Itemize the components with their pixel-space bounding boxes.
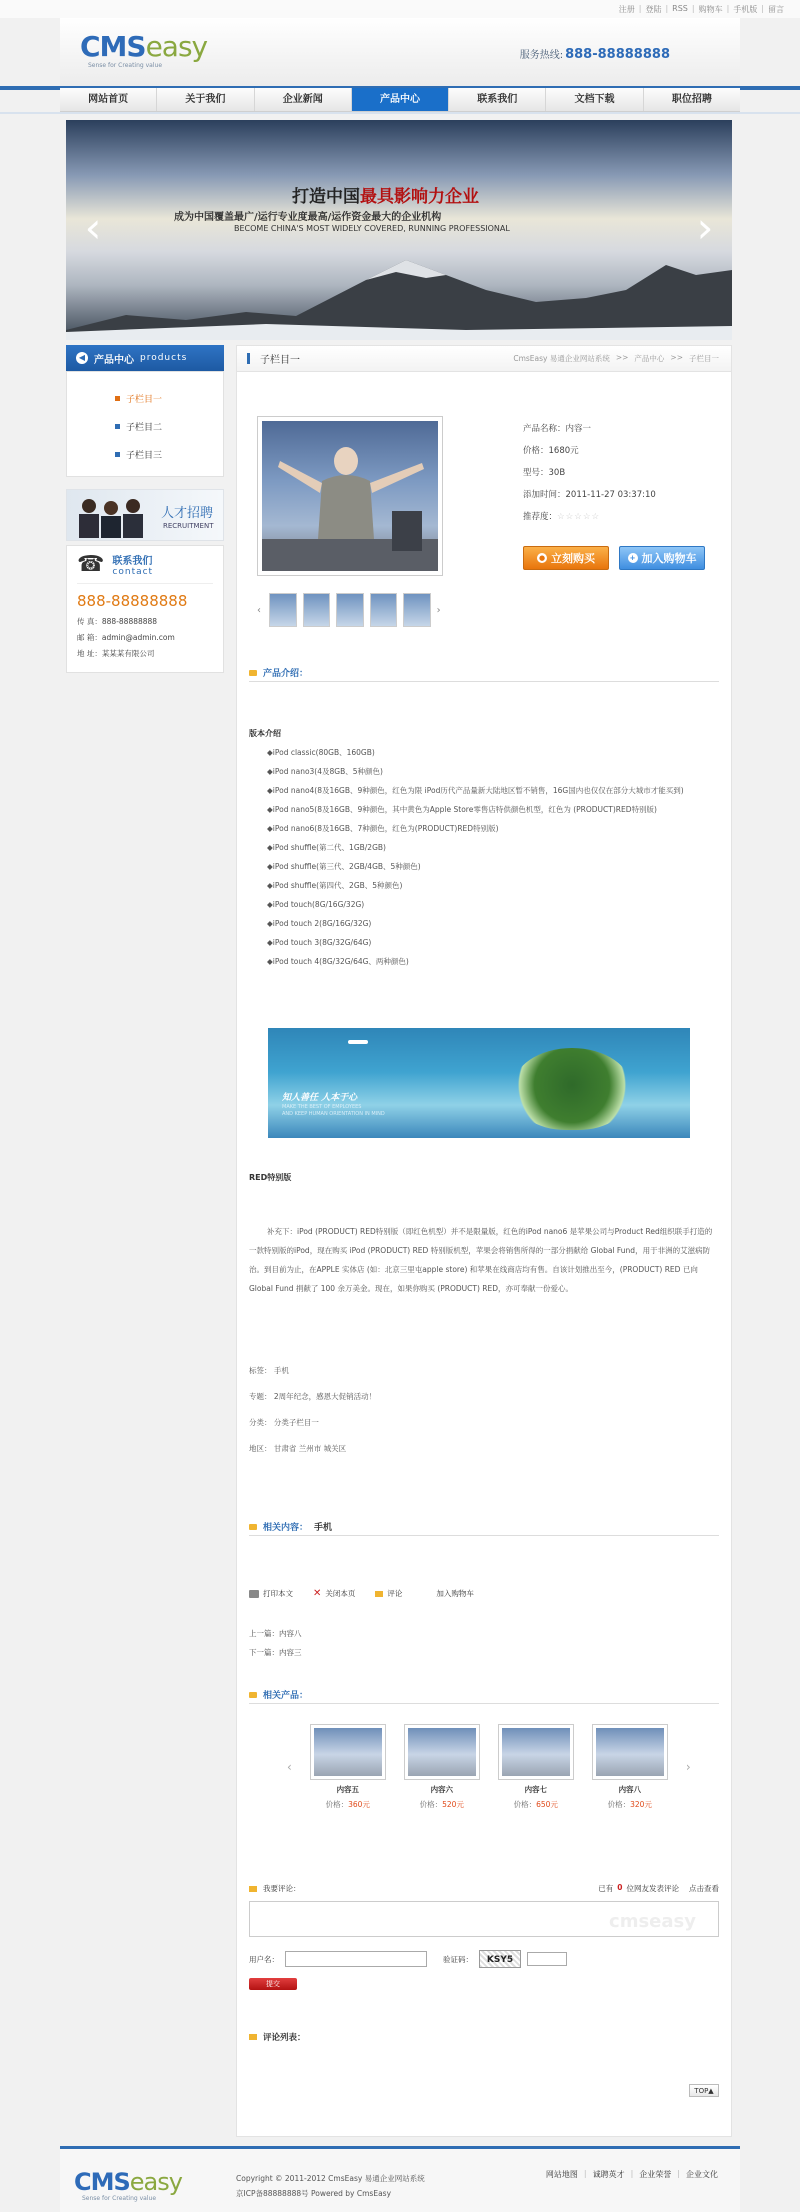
- prev-next: [249, 1624, 302, 1662]
- print-button[interactable]: 打印本文: [249, 1588, 293, 1599]
- comment-icon: [375, 1591, 383, 1597]
- contact-fax: 传 真：888-88888888: [77, 617, 158, 626]
- careers-link[interactable]: 诚聘英才: [592, 2170, 625, 2179]
- comment-form-row: 用户名： 验证码： KSY5: [249, 1950, 567, 1968]
- meta-topic[interactable]: 专题： 2周年纪念，感恩大促销活动！: [249, 1392, 377, 1401]
- site-logo[interactable]: CMSeasy Sense for Creating value: [80, 30, 208, 69]
- thumbnail[interactable]: [403, 593, 430, 627]
- thumb-next-icon[interactable]: ›: [436, 604, 441, 616]
- article-tools: [249, 1588, 474, 1599]
- nav-contact[interactable]: 联系我们: [449, 88, 546, 111]
- add-to-cart-button[interactable]: + 加入购物车: [619, 546, 705, 570]
- close-icon: ✕: [313, 1588, 322, 1599]
- meta-category[interactable]: 分类： 分类子栏目一: [249, 1418, 319, 1427]
- contact-address: 地 址：某某某有限公司: [77, 649, 155, 658]
- thumbnail[interactable]: [336, 593, 363, 627]
- related-product[interactable]: 内容七 价格：650元: [498, 1724, 574, 1810]
- meta-tag[interactable]: 标签： 手机: [249, 1366, 289, 1375]
- contact-phone: 888-88888888: [77, 592, 188, 610]
- red-edition: RED特别版: [249, 1173, 292, 1182]
- heart-island-graphic: [512, 1048, 632, 1130]
- product-main-image[interactable]: [257, 416, 443, 576]
- related-prev-icon[interactable]: ‹: [287, 1760, 292, 1774]
- sitemap-link[interactable]: 网站地图: [545, 2170, 578, 2179]
- folder-icon: [249, 1524, 257, 1530]
- banner-next-arrow-icon[interactable]: ›: [696, 203, 714, 252]
- product-actions: [523, 546, 705, 570]
- related-product[interactable]: 内容八 价格：320元: [592, 1724, 668, 1810]
- thumb-prev-icon[interactable]: ‹: [257, 604, 261, 616]
- folder-icon: [249, 670, 257, 676]
- close-page-button[interactable]: ✕ 关闭本页: [313, 1588, 356, 1599]
- comment-count: 0: [617, 1883, 623, 1892]
- folder-icon: [249, 2034, 257, 2040]
- banner-prev-arrow-icon[interactable]: ‹: [84, 203, 102, 252]
- comment-button[interactable]: 评论: [375, 1588, 402, 1599]
- contact-email: 邮 箱：admin@admin.com: [77, 633, 175, 642]
- product-added: 添加时间：2011-11-27 03:37:10: [523, 490, 656, 500]
- comment-textarea[interactable]: [249, 1901, 719, 1937]
- sidebar-item-sub2[interactable]: 子栏目二: [67, 412, 223, 440]
- bullet-icon: [115, 424, 120, 429]
- top-links: 注册 | 登陆 | RSS | 购物车 | 手机版 | 留言: [618, 4, 784, 14]
- related-product[interactable]: 内容六 价格：520元: [404, 1724, 480, 1810]
- next-article-link[interactable]: 下一篇：内容三: [249, 1648, 302, 1657]
- boat-graphic: [348, 1040, 368, 1044]
- product-model: 型号：30B: [523, 468, 566, 478]
- product-meta: [249, 1358, 719, 1462]
- culture-link[interactable]: 企业文化: [686, 2170, 718, 2179]
- footer-links: 网站地图 | 诚聘英才 | 企业荣誉 | 企业文化: [545, 2169, 718, 2179]
- copyright: Copyright © 2011-2012 CmsEasy 易通企业网站系统 京ICP备88888888号 Powered by CmsEasy: [236, 2174, 425, 2198]
- banner-title: 打造中国最具影响力企业: [292, 187, 479, 207]
- red-edition-text: 补充下：iPod (PRODUCT) RED特别版（即红色机型）并不是限量版，红色的iPod nano6 是苹果公司与Product Red组织联手打造的一款特别版的iPod，现在购买 iPod (PRODUCT) RED 特别版机型，苹果会将销售所得的一部分捐献给 Global Fund，用于非洲的艾滋病防治。到目前为止，在APPLE 实体店 (如：北京三里屯apple store) 和苹果在线商店均有售。自该计划推出至今，(PRODUCT) RED 已向 Global Fund 捐献了 100 余万美金。现在，如果你购买 (PRODUCT) RED，亦可奉献一份爱心。: [249, 1227, 713, 1293]
- thumbnail[interactable]: [370, 593, 397, 627]
- plus-icon: +: [628, 553, 638, 563]
- guestbook-link[interactable]: 留言: [768, 5, 784, 14]
- content-header: [237, 346, 731, 372]
- cart-icon: ●: [538, 554, 546, 562]
- rss-link[interactable]: RSS: [672, 4, 688, 13]
- related-content-tag[interactable]: 手机: [314, 1523, 333, 1533]
- footer-logo[interactable]: CMSeasy Sense for Creating value: [74, 2168, 182, 2202]
- captcha-input[interactable]: [527, 1952, 567, 1966]
- nav-about[interactable]: 关于我们: [157, 88, 254, 111]
- main-content: [236, 345, 732, 2137]
- bullet-icon: [115, 452, 120, 457]
- site-header: [60, 18, 740, 86]
- sidebar-item-sub1[interactable]: 子栏目一: [67, 384, 223, 412]
- product-info: [523, 418, 723, 528]
- top-utility-bar: [0, 0, 800, 18]
- back-to-top-button[interactable]: TOP▲: [689, 2084, 719, 2097]
- nav-home[interactable]: 网站首页: [60, 88, 157, 111]
- bullet-icon: [115, 396, 120, 401]
- honors-link[interactable]: 企业荣誉: [639, 2170, 672, 2179]
- sidebar-item-sub3[interactable]: 子栏目三: [67, 440, 223, 468]
- comment-header: 我要评论： 已有 0 位网友发表评论 点击查看: [249, 1883, 719, 1894]
- add-cart-link[interactable]: 加入购物车: [436, 1589, 474, 1598]
- banner-english: BECOME CHINA'S MOST WIDELY COVERED, RUNNING PROFESSIONAL: [234, 224, 510, 233]
- captcha-image[interactable]: KSY5: [479, 1950, 521, 1968]
- main-nav: [60, 88, 740, 112]
- related-products: [287, 1724, 691, 1810]
- cart-link[interactable]: 购物车: [698, 5, 723, 14]
- nav-downloads[interactable]: 文档下载: [546, 88, 643, 111]
- printer-icon: [249, 1590, 259, 1598]
- sidebar-menu: [66, 371, 224, 477]
- breadcrumb-home[interactable]: CmsEasy 易通企业网站系统: [513, 354, 610, 363]
- mountain-graphic: [66, 220, 732, 340]
- thumbnail[interactable]: [303, 593, 330, 627]
- breadcrumb-current[interactable]: 子栏目一: [689, 354, 719, 363]
- buy-now-button[interactable]: ● 立刻购买: [523, 546, 609, 570]
- nav-jobs[interactable]: 职位招聘: [671, 94, 712, 105]
- submit-comment-button[interactable]: 提交: [249, 1978, 297, 1990]
- breadcrumb-products[interactable]: 产品中心: [634, 354, 665, 363]
- contact-box: ☎ 联系我们 contact 888-88888888 传 真：888-88888888 邮 箱：admin@admin.com 地 址：某某某有限公司: [66, 545, 224, 673]
- telephone-icon: ☎: [77, 552, 105, 577]
- related-content-heading: 相关内容： 手机: [249, 1518, 719, 1536]
- nav-news[interactable]: 企业新闻: [255, 88, 352, 111]
- hero-banner: [66, 120, 732, 340]
- rating-stars-icon: ☆☆☆☆☆: [557, 512, 601, 522]
- mobile-link[interactable]: 手机版: [733, 5, 758, 14]
- banner-subtitle: 成为中国覆盖最广/运行专业度最高/运作资金最大的企业机构: [174, 212, 442, 223]
- sidebar-header: ◀ 产品中心 products: [66, 345, 224, 371]
- register-link[interactable]: 注册: [618, 5, 635, 14]
- recruitment-banner[interactable]: 人才招聘 RECRUITMENT: [66, 489, 224, 541]
- prev-article-link[interactable]: 上一篇：内容八: [249, 1629, 302, 1638]
- site-footer: [60, 2146, 740, 2212]
- product-photo: [262, 421, 438, 571]
- folder-icon: [249, 1886, 257, 1892]
- folder-icon: [249, 1692, 257, 1698]
- username-input[interactable]: [285, 1951, 427, 1967]
- intro-heading: 产品介绍：: [249, 664, 719, 682]
- cmseasy-watermark: cmseasy: [609, 1911, 696, 1932]
- arrow-circle-icon: ◀: [76, 352, 88, 364]
- thumbnail[interactable]: [269, 593, 296, 627]
- meta-area[interactable]: 地区： 甘肃省 兰州市 城关区: [249, 1444, 347, 1453]
- content-title: 子栏目一: [260, 355, 300, 366]
- sidebar: [66, 345, 224, 673]
- related-next-icon[interactable]: ›: [685, 1760, 691, 1774]
- island-banner-image: 知人善任 人本于心 MAKE THE BEST OF EMPLOYEES AND KEEP HUMAN ORIENTATION IN MIND: [268, 1028, 690, 1138]
- login-link[interactable]: 登陆: [645, 5, 662, 14]
- breadcrumb: CmsEasy 易通企业网站系统 >> 产品中心 >> 子栏目一: [513, 353, 719, 363]
- nav-products[interactable]: 产品中心: [352, 88, 449, 111]
- related-product[interactable]: 内容五 价格：360元: [310, 1724, 386, 1810]
- thumbnail-strip: [257, 592, 443, 628]
- hotline: 服务热线: 888-88888888: [519, 47, 670, 62]
- related-products-heading: 相关产品：: [249, 1686, 719, 1704]
- people-graphic: [75, 494, 147, 538]
- product-name: 产品名称：内容一: [523, 424, 592, 434]
- product-rating: 推荐度：☆☆☆☆☆: [523, 512, 601, 522]
- comment-list-heading: 评论列表：: [249, 2031, 306, 2043]
- intro-body: 版本介绍 ◆iPod classic(80GB、160GB) ◆iPod nano3(4及8GB、5种颜色) ◆iPod nano4(8及16GB、9种颜色，红色为限 iPod历代产品量新大陆地区暂不销售，16G国内也仅仅在部分大城市才能买到) ◆iPod nano5(8及16GB、9种颜色，其中黄色为Apple Store零售店特供颜色机型，红色为 (PRODUCT)RED特别版) ◆iPod nano6(8及16GB、7种颜色，红色为(PRODUCT)RED特别版) ◆iPod shuffle(第二代、1GB/2GB) ◆iPod shuffle(第三代、2GB/4GB、5种颜色) ◆iPod shuffle(第四代、2GB、5种颜色) ◆iPod touch(8G/16G/32G) ◆iPod touch 2(8G/16G/32G) ◆iPod touch 3(8G/32G/64G) ◆iPod touch 4(8G/32G/64G、两种颜色): [249, 729, 684, 966]
- view-comments-link[interactable]: 点击查看: [689, 1884, 719, 1893]
- product-price: 价格：1680元: [523, 446, 579, 456]
